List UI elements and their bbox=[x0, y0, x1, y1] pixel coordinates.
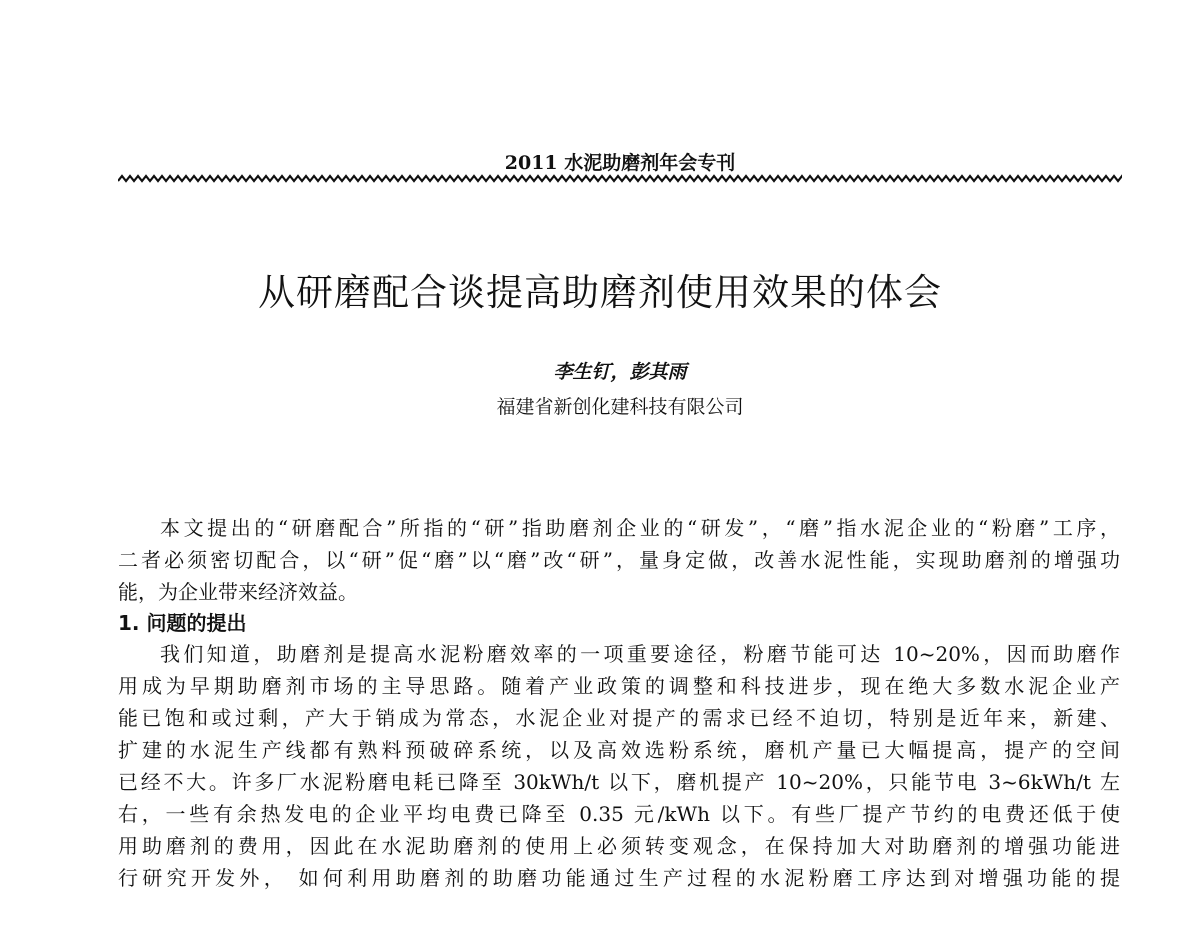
text-line: 本文提出的“研磨配合”所指的“研”指助磨剂企业的“研发”，“磨”指水泥企业的“粉磨”工序， bbox=[160, 516, 1120, 540]
text-line: 扩建的水泥生产线都有熟料预破碎系统，以及高效选粉系统，磨机产量已大幅提高，提产的空间 bbox=[118, 738, 1120, 762]
abstract-paragraph bbox=[118, 512, 1120, 608]
authors: 李生钉，彭其雨 bbox=[553, 361, 687, 383]
running-header: 2011 水泥助磨剂年会专刊 bbox=[504, 152, 736, 174]
section-heading: 1. 问题的提出 bbox=[118, 611, 247, 635]
paper-body bbox=[118, 512, 1120, 894]
text-line: 能已饱和或过剩，产大于销成为常态，水泥企业对提产的需求已经不迫切，特别是近年来，新建、 bbox=[118, 706, 1120, 730]
text-line: 右，一些有余热发电的企业平均电费已降至 0.35 元/kWh 以下。有些厂提产节约的电费还低于使 bbox=[118, 802, 1120, 826]
section-paragraph bbox=[118, 638, 1120, 894]
affiliation: 福建省新创化建科技有限公司 bbox=[496, 396, 744, 418]
wavy-divider bbox=[118, 172, 1122, 186]
text-line: 已经不大。许多厂水泥粉磨电耗已降至 30kWh/t 以下，磨机提产 10~20%，只能节电 3~6kWh/t 左 bbox=[118, 770, 1120, 794]
text-line: 用成为早期助磨剂市场的主导思路。随着产业政策的调整和科技进步，现在绝大多数水泥企业产 bbox=[118, 674, 1120, 698]
text-line: 用助磨剂的费用，因此在水泥助磨剂的使用上必须转变观念，在保持加大对助磨剂的增强功能进 bbox=[118, 834, 1120, 858]
text-line: 二者必须密切配合，以“研”促“磨”以“磨”改“研”，量身定做，改善水泥性能，实现助磨剂的增强功 bbox=[118, 548, 1120, 572]
text-line: 能，为企业带来经济效益。 bbox=[118, 580, 358, 604]
text-line: 我们知道，助磨剂是提高水泥粉磨效率的一项重要途径，粉磨节能可达 10~20%，因而助磨作 bbox=[160, 642, 1120, 666]
text-line: 行研究开发外， 如何利用助磨剂的助磨功能通过生产过程的水泥粉磨工序达到对增强功能的提 bbox=[118, 866, 1120, 890]
paper-title: 从研磨配合谈提高助磨剂使用效果的体会 bbox=[258, 271, 942, 314]
